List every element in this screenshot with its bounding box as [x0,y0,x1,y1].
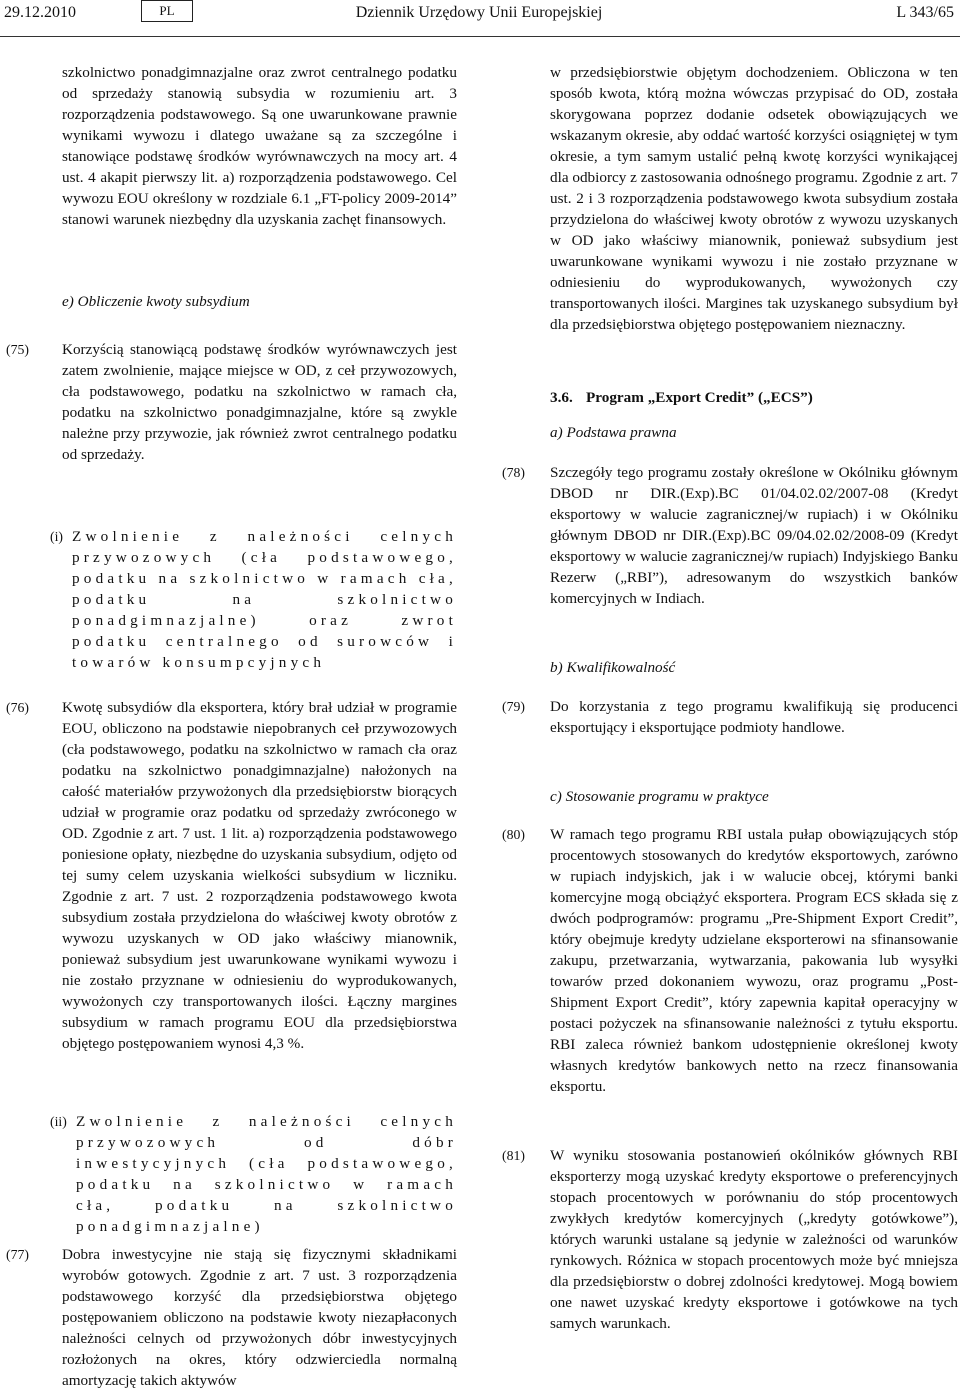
subheading-ii [50,1111,457,1237]
paragraph-80 [502,824,958,1097]
heading-b: b) Kwalifikowalność [550,659,676,676]
paragraph-text: W wyniku stosowania postanowień okólników głównych RBI eksporterzy mogą uzyskać kredyty eksportowe o preferencyjnych stopach procentowych w porównaniu do stóp procentowych zwykłych kredytów komercyjnych („kredyty gotówkowe”), których warunki ustalane są jedynie w zależności od warunków rynkowych. Różnica w stopach procentowych może być mniejsza dla przedsiębiorstw o dobrej zdolności kredytowej. Mogą bowiem one nawet uzyskać kredyty eksportowe i gotówkowe na tych samych warunkach. [550,1147,958,1332]
paragraph-79 [502,696,958,738]
continued-paragraph: szkolnictwo ponadgimnazjalne oraz zwrot centralnego podatku od sprzedaży stanowią subsydia w rozumieniu art. 3 rozporządzenia podstawowego. Są one uwarunkowane prawnie wynikami wywozu i dlatego uważane są za szczególne i stanowiące podstawę środków wyrównawczych na mocy art. 4 ust. 4 akapit pierwszy lit. a) rozporządzenia podstawowego. Cel wywozu EOU określony w rozdziale 6.1 „FT-policy 2009-2014” stanowi warunek niezbędny dla uzyskania zachęt finansowych. [62,64,457,228]
paragraph-text: W ramach tego programu RBI ustala pułap obowiązujących stóp procentowych stosowanych do kredytów eksportowych, zarówno w rupiach indyjskich, jak i w walucie obcej, którymi banki komercyjne mogą obciążyć eksportera. Program ECS składa się z dwóch podprogramów: programu „Pre-Shipment Export Credit”, który obejmuje kredyty udzielane eksporterowi na sfinansowanie zakupu, przetwarzania, wytwarzania, pakowania lub wysyłki towarów przed dokonaniem wywozu, oraz programu „Post-Shipment Export Credit”, który zapewnia kapitał operacyjny w postaci pożyczek na sfinansowanie należności z tytułu eksportu. RBI zaleca również bankom udostępnienie określonej kwoty własnych kredytów bankowych netto na rzecz finansowania eksportu. [550,826,958,1095]
publication-date: 29.12.2010 [4,4,76,21]
paragraph-75 [6,339,457,465]
section-title: Program „Export Credit” („ECS”) [586,389,813,406]
heading-c: c) Stosowanie programu w praktyce [550,788,769,805]
paragraph-text: Kwotę subsydiów dla eksportera, który brał udział w programie EOU, obliczono na podstawie niepobranych ceł przywozowych (cła podstawowego, podatku na szkolnictwo w ramach cła oraz podatku na szkolnictwo ponadgimnazjalne) nałożonych na całość materiałów przywożonych dla przedsiębiorstw biorących udział w programie oraz podatku od sprzedaży zwróconego w OD. Zgodnie z art. 7 ust. 1 lit. a) rozporządzenia podstawowego poniesione opłaty, niezbędne do uzyskania subsydium, odjęto od tej sumy celem uzyskania wielkości subsydium w liczniku. Zgodnie z art. 7 ust. 2 rozporządzenia podstawowego kwota subsydium została przydzielona do właściwej kwoty obrotów z wywozu uzyskanych w OD jako właściwy mianownik, ponieważ subsydium jest uwarunkowane wynikami wywozu i nie zostało przyznane w odniesieniu do wyprodukowanych, wywożonych czy transportowanych ilości. Łączny margines subsydium w ramach programu EOU dla przedsiębiorstwa objętego postępowaniem wynosi 4,3 %. [62,699,457,1052]
paragraph-number: (78) [502,465,525,480]
page-header [4,0,954,30]
paragraph-number: (77) [6,1247,29,1262]
paragraph-text: Dobra inwestycyjne nie stają się fizycznymi składnikami wyrobów gotowych. Zgodnie z art. 7 ust. 3 rozporządzenia podstawowego korzyść dla przedsiębiorstwa objętego postępowaniem obliczono na podstawie kwoty niezapłaconych należności celnych od przywożonych dóbr inwestycyjnych rozłożonych na okres, który odzwierciedla normalną amortyzację takich aktywów [62,1246,457,1389]
left-column [6,62,457,1391]
subheading-text: Zwolnienie z należności celnych przywozowych (cła podstawowego, podatku na szkolnictwo w ramach cła, podatku na szkolnictwo ponadgimnazjalne) oraz zwrot podatku centralnego od surowców i towarów konsumpcyjnych [72,528,457,671]
paragraph-78 [502,462,958,609]
paragraph-number: (80) [502,827,525,842]
paragraph-text: Korzyścią stanowiącą podstawę środków wyrównawczych jest zatem zwolnienie, mające miejsce w OD, z ceł przywozowych, cła podstawowego, podatku na szkolnictwo w ramach cła, podatku na szkolnictwo ponadgimnazjalne, które są zwykle należne przy przywozie, jak również zwrot centralnego podatku od sprzedaży. [62,341,457,463]
paragraph-76 [6,697,457,1054]
paragraph-text: Szczegóły tego programu zostały określone w Okólniku głównym DBOD nr DIR.(Exp).BC 01/04.02.02/2007-08 (Kredyt eksportowy w walucie zagranicznej/w rupiach) i w Okólniku głównym DBOD nr DIR.(Exp).BC 09/04.02.02/2008-09 (Kredyt eksportowy w walucie zagranicznej/w rupiach) Indyjskiego Banku Rezerw („RBI”), adresowanym do wszystkich banków komercyjnych w Indiach. [550,464,958,607]
journal-title: Dziennik Urzędowy Unii Europejskiej [355,4,603,21]
subheading-label: (ii) [50,1114,67,1129]
paragraph-number: (81) [502,1148,525,1163]
right-column [502,62,958,1334]
heading-e [62,291,457,312]
subheading-i [50,526,457,673]
language-box: PL [141,0,193,22]
section-heading [550,387,958,408]
paragraph-77 [6,1244,457,1391]
subheading-label: (i) [50,529,64,544]
section-number: 3.6. [550,389,573,406]
header-rule [0,36,960,37]
paragraph-number: (75) [6,342,29,357]
paragraph-number: (79) [502,699,525,714]
paragraph-text: Do korzystania z tego programu kwalifikują się producenci eksportujący i eksportujące podmioty handlowe. [550,698,958,736]
continued-paragraph: w przedsiębiorstwie objętym dochodzeniem. Obliczona w ten sposób kwota, którą można wówczas przypisać do OD, została skorygowana poprzez dodanie odsetek obowiązujących we wskazanym okresie, aby oddać wartość korzyści osiągniętej w tym okresie, a tym samym ustalić pełną kwotę korzyści wynikającej dla odbiorcy z zastosowania odnośnego programu. Zgodnie z art. 7 ust. 2 i 3 rozporządzenia podstawowego kwota subsydium została przydzielona do właściwej kwoty obrotów z wywozu uzyskanych w OD jako właściwy mianownik, ponieważ subsydium jest uwarunkowane wynikami wywozu i nie zostało przyznane w odniesieniu do wyprodukowanych, wywożonych czy transportowanych ilości. Margines tak uzyskanego subsydium był dla przedsiębiorstwa objętego postępowaniem nieznaczny. [550,64,958,333]
paragraph-number: (76) [6,700,29,715]
subheading-text: Zwolnienie z należności celnych przywozowych od dóbr inwestycyjnych (cła podstawowego, podatku na szkolnictwo w ramach cła, podatku na szkolnictwo ponadgimnazjalne) [76,1113,457,1235]
heading-a: a) Podstawa prawna [550,424,677,441]
paragraph-81 [502,1145,958,1334]
page-reference: L 343/65 [896,4,954,21]
heading-e-text: e) Obliczenie kwoty subsydium [62,293,250,310]
